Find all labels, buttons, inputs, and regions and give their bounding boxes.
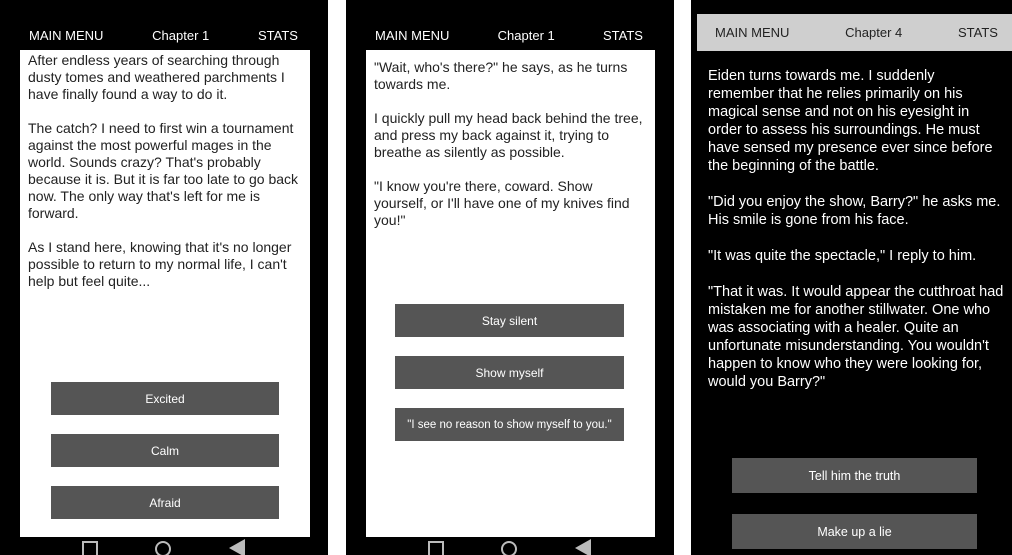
back-icon[interactable] bbox=[227, 539, 249, 553]
main-menu-button[interactable]: MAIN MENU bbox=[29, 27, 104, 43]
system-nav-bar bbox=[0, 539, 328, 555]
story-panel bbox=[697, 51, 1012, 555]
choice-button-show-myself[interactable]: Show myself bbox=[395, 356, 624, 389]
choice-button-tell-truth[interactable]: Tell him the truth bbox=[732, 458, 977, 493]
stats-button[interactable]: STATS bbox=[603, 27, 643, 43]
home-icon[interactable] bbox=[153, 539, 175, 553]
chapter-title: Chapter 1 bbox=[497, 27, 555, 43]
stats-button[interactable]: STATS bbox=[958, 25, 998, 40]
choice-button-afraid[interactable]: Afraid bbox=[51, 486, 279, 519]
phone-screen-1 bbox=[0, 0, 328, 555]
story-paragraph: The catch? I need to first win a tournament against the most powerful mages in the world. Sounds crazy? That's probably because it is. But it is far too late to go back now. The only way that's left for me is forward. bbox=[28, 120, 299, 221]
top-bar bbox=[697, 14, 1012, 51]
choice-button-calm[interactable]: Calm bbox=[51, 434, 279, 467]
top-bar bbox=[0, 20, 328, 50]
stats-button[interactable]: STATS bbox=[258, 27, 298, 43]
back-icon[interactable] bbox=[573, 539, 595, 553]
story-paragraph: "It was quite the spectacle," I reply to him. bbox=[708, 248, 977, 264]
story-paragraph: After endless years of searching through dusty tomes and weathered parchments I have finally found a way to do it. bbox=[28, 52, 285, 102]
story-paragraph: "Did you enjoy the show, Barry?" he asks me. His smile is gone from his face. bbox=[708, 194, 1001, 228]
phone-screen-2 bbox=[346, 0, 674, 555]
chapter-title: Chapter 4 bbox=[845, 25, 903, 40]
home-icon[interactable] bbox=[499, 539, 521, 553]
story-paragraph: "I know you're there, coward. Show yourself, or I'll have one of my knives find you!" bbox=[374, 178, 630, 228]
story-paragraph: As I stand here, knowing that it's no longer possible to return to my normal life, I can't help but feel quite... bbox=[28, 239, 292, 289]
chapter-title: Chapter 1 bbox=[152, 27, 210, 43]
top-bar bbox=[346, 20, 674, 50]
recent-apps-icon[interactable] bbox=[425, 539, 447, 553]
choice-button-stay-silent[interactable]: Stay silent bbox=[395, 304, 624, 337]
story-paragraph: "That it was. It would appear the cutthroat had mistaken me for another stillwater. One who was associating with a healer. Quite an unfortunate misunderstanding. You wouldn't happen to know who they were looking for, would you Barry?" bbox=[708, 284, 1004, 390]
story-panel bbox=[366, 50, 655, 537]
story-paragraph: I quickly pull my head back behind the tree, and press my back against it, trying to breathe as silently as possible. bbox=[374, 110, 643, 160]
story-panel bbox=[20, 50, 310, 537]
recent-apps-icon[interactable] bbox=[79, 539, 101, 553]
phone-screen-3 bbox=[691, 0, 1012, 555]
story-paragraph: "Wait, who's there?" he says, as he turns towards me. bbox=[374, 59, 628, 92]
choice-button-make-up-lie[interactable]: Make up a lie bbox=[732, 514, 977, 549]
choice-button-excited[interactable]: Excited bbox=[51, 382, 279, 415]
story-paragraph: Eiden turns towards me. I suddenly remember that he relies primarily on his magical sense and not on his eyesight in order to assess his surroundings. He must have sensed my presence ever since before the beginning of the battle. bbox=[708, 68, 993, 174]
main-menu-button[interactable]: MAIN MENU bbox=[715, 25, 790, 40]
system-nav-bar bbox=[346, 539, 674, 555]
choice-button-no-reason[interactable]: "I see no reason to show myself to you." bbox=[395, 408, 624, 441]
main-menu-button[interactable]: MAIN MENU bbox=[375, 27, 450, 43]
